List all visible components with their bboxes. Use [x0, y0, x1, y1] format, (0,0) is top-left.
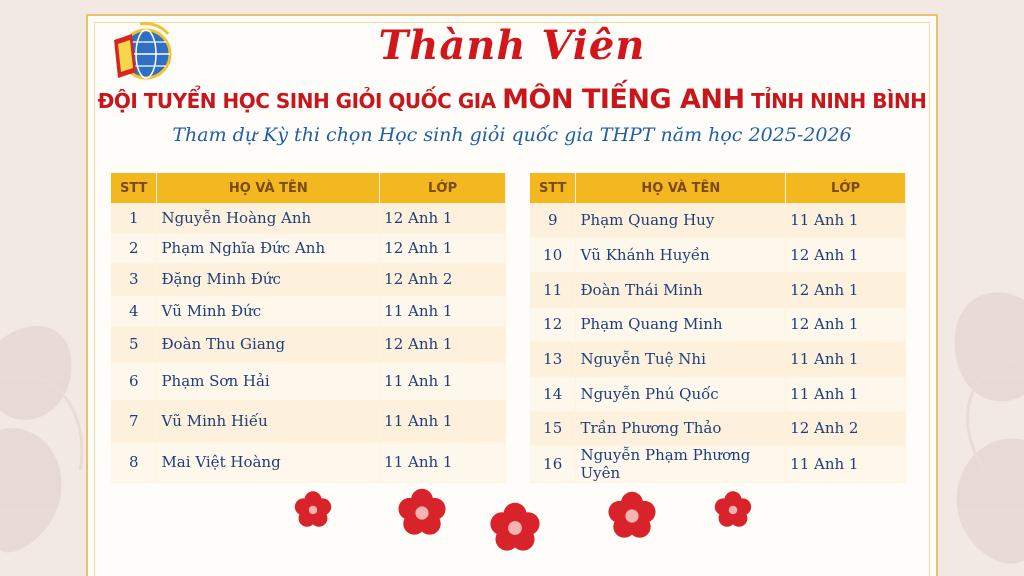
row-name: Trần Phương Thảo [576, 411, 786, 445]
row-stt: 3 [111, 263, 157, 295]
row-name: Nguyễn Tuệ Nhi [576, 341, 786, 376]
table-row [530, 237, 906, 272]
row-class: 11 Anh 1 [380, 362, 506, 400]
table-row [530, 203, 906, 237]
table-row [111, 400, 506, 442]
row-class: 11 Anh 1 [786, 341, 906, 376]
row-class: 12 Anh 2 [786, 411, 906, 445]
row-name: Phạm Sơn Hải [157, 362, 380, 400]
row-class: 11 Anh 1 [380, 400, 506, 442]
leaf-silhouette-icon [955, 292, 1024, 401]
main-title [0, 84, 1024, 115]
row-name: Phạm Quang Huy [576, 203, 786, 237]
row-class: 12 Anh 1 [380, 326, 506, 362]
plum-blossom-icon [398, 489, 445, 535]
row-stt: 11 [530, 272, 576, 307]
table-row [111, 203, 506, 233]
row-name: Vũ Khánh Huyền [576, 237, 786, 272]
row-name: Đặng Minh Đức [157, 263, 380, 295]
table-row [111, 362, 506, 400]
row-stt: 1 [111, 203, 157, 233]
row-stt: 4 [111, 295, 157, 326]
row-class: 11 Anh 1 [786, 376, 906, 411]
row-name: Vũ Minh Hiếu [157, 400, 380, 442]
row-name: Nguyễn Phú Quốc [576, 376, 786, 411]
row-stt: 10 [530, 237, 576, 272]
plum-blossom-icon [295, 491, 331, 526]
flower-decoration-row [0, 480, 1024, 576]
leaf-silhouette-icon [0, 326, 72, 420]
row-name: Vũ Minh Đức [157, 295, 380, 326]
table-row [111, 295, 506, 326]
row-name: Đoàn Thái Minh [576, 272, 786, 307]
row-class: 12 Anh 1 [380, 203, 506, 233]
row-stt: 9 [530, 203, 576, 237]
roster-table-right [530, 173, 906, 483]
plum-blossom-icon [715, 491, 751, 526]
roster-table-left [111, 173, 506, 483]
row-name: Đoàn Thu Giang [157, 326, 380, 362]
row-class: 11 Anh 1 [380, 442, 506, 482]
row-stt: 6 [111, 362, 157, 400]
row-name: Phạm Nghĩa Đức Anh [157, 233, 380, 263]
row-stt: 2 [111, 233, 157, 263]
row-class: 11 Anh 1 [786, 203, 906, 237]
row-stt: 13 [530, 341, 576, 376]
table-row [530, 411, 906, 445]
row-class: 12 Anh 1 [380, 233, 506, 263]
table-row [530, 341, 906, 376]
row-stt: 15 [530, 411, 576, 445]
plum-blossom-icon [490, 503, 539, 551]
table-row [530, 376, 906, 411]
main-title-part3: TỈNH NINH BÌNH [744, 89, 927, 113]
table-row [111, 233, 506, 263]
main-title-subject: MÔN TIẾNG ANH [502, 84, 745, 115]
table-header-row [530, 173, 906, 203]
row-stt: 16 [530, 445, 576, 482]
table-row [111, 263, 506, 295]
row-class: 11 Anh 1 [786, 445, 906, 482]
row-name: Mai Việt Hoàng [157, 442, 380, 482]
subtitle: Tham dự Kỳ thi chọn Học sinh giỏi quốc gia THPT năm học 2025-2026 [172, 124, 852, 146]
script-title: Thành Viên [378, 22, 646, 69]
row-stt: 12 [530, 307, 576, 341]
table-header-row [111, 173, 506, 203]
row-class: 12 Anh 1 [786, 237, 906, 272]
column-header-class: LỚP [786, 173, 906, 203]
row-stt: 7 [111, 400, 157, 442]
row-name: Phạm Quang Minh [576, 307, 786, 341]
column-header-stt: STT [530, 173, 576, 203]
table-row [111, 326, 506, 362]
row-stt: 5 [111, 326, 157, 362]
table-row [111, 442, 506, 482]
row-stt: 14 [530, 376, 576, 411]
row-stt: 8 [111, 442, 157, 482]
plum-blossom-icon [608, 492, 655, 538]
table-row [530, 272, 906, 307]
row-class: 12 Anh 2 [380, 263, 506, 295]
row-name: Nguyễn Hoàng Anh [157, 203, 380, 233]
row-name: Nguyễn Phạm Phương Uyên [576, 445, 786, 482]
row-class: 12 Anh 1 [786, 307, 906, 341]
row-class: 11 Anh 1 [380, 295, 506, 326]
column-header-class: LỚP [380, 173, 506, 203]
column-header-stt: STT [111, 173, 157, 203]
table-row [530, 307, 906, 341]
main-title-part1: ĐỘI TUYỂN HỌC SINH GIỎI QUỐC GIA [97, 89, 503, 113]
row-class: 12 Anh 1 [786, 272, 906, 307]
column-header-name: HỌ VÀ TÊN [576, 173, 786, 203]
table-row [530, 445, 906, 482]
column-header-name: HỌ VÀ TÊN [157, 173, 380, 203]
